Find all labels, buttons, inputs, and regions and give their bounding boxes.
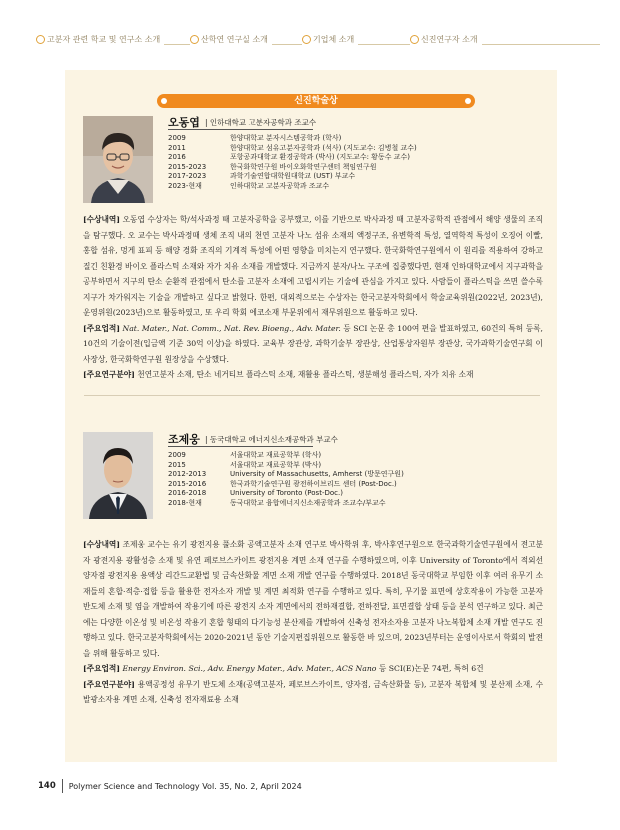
person1-affiliation: | 인하대학교 고분자공학과 조교수 xyxy=(205,118,317,127)
person-portrait-icon xyxy=(83,432,153,519)
location-pin-icon xyxy=(36,35,43,44)
person2-photo xyxy=(83,432,153,519)
nav-item-schools[interactable] xyxy=(36,34,164,45)
person2-career-list xyxy=(168,451,404,508)
pill-dot xyxy=(465,98,471,104)
career-row: 2009 서울대학교 재료공학부 (학사) xyxy=(168,451,322,459)
career-row: 2016-2018 University of Toronto (Post-Doc.) xyxy=(168,489,343,497)
footer-divider xyxy=(62,779,63,793)
person2-details: [수상내역] 조제웅 교수는 유기 광전지용 풀소화 공액고분자 소재 연구로 박사학위 후, 박사후연구원으로 한국과학기술연구원에서 전고분자 광전지용 광활성층 소재 및 유연 페로브스카이트 광전지용 계면 소재 연구를 수행하였으며, 이후 University of Toronto에서 적외선 양자점 광전지용 용액상 리간드교환법 및 금속산화물 계면 소재 개발 연구를 수행하였다. 2018년 동국대학교 부임한 이후 여러 유무기 소재들의 혼합·적층·접합 등을 활용한 전자소자 개발 및 계면 최적화 연구를 수행하고 있다. 특히, 무기물 표면에 상호작용이 가능한 고분자 반도체 소재 및 염을 개발하여 작용기에 따른 광전지 소자 계면에서의 전하재결합, 전하전달, 표면결합 상태 등을 분석 연구하고 있다. 최근에는 다양한 이온성 및 비온성 작용기 혼합 형태의 다기능성 분산제를 개발하여 신축성 전자소자용 고분자 나노복합체 소재 개발 연구도 진행하고 있다. 한국고분자학회에서는 2020-2021년 동안 기술지편집위원으로 활동한 바 있으며, 2023년부터는 운영이사로서 학회의 발전을 위해 활동하고 있다. xyxy=(83,540,543,658)
career-row: 2016 포항공과대학교 환경공학과 (박사) (지도교수: 황동수 교수) xyxy=(168,153,410,161)
nav-item-label: 산학연 연구실 소개 xyxy=(201,35,268,44)
person1-career-list xyxy=(168,134,417,191)
career-row: 2023-현재 인하대학교 고분자공학과 조교수 xyxy=(168,181,330,190)
nav-item-labs[interactable] xyxy=(190,34,272,45)
person1-fields: [주요연구분야] 천연고분자 소재, 탄소 네거티브 플라스틱 소재, 재활용 플라스틱, 생분해성 플라스틱, 자가 치유 소재 xyxy=(83,370,474,379)
name-underline xyxy=(168,129,313,130)
person2-achievements: [주요업적] Energy Environ. Sci., Adv. Energy Mater., Adv. Mater., ACS Nano 등 SCI(E)논문 74편, 특허 6건 xyxy=(83,664,484,673)
person1-photo xyxy=(83,116,153,203)
career-row: 2018-현재 동국대학교 융합에너지신소재공학과 조교수/부교수 xyxy=(168,498,386,507)
person-portrait-icon xyxy=(83,116,153,203)
journal-citation: Polymer Science and Technology Vol. 35, No. 2, April 2024 xyxy=(68,781,302,791)
career-row: 2015-2016 한국과학기술연구원 광전하이브리드 센터 (Post-Doc.) xyxy=(168,479,397,488)
career-row: 2015-2023 한국화학연구원 바이오화학연구센터 책임연구원 xyxy=(168,162,377,171)
person1-details: [수상내역] 오동엽 수상자는 학/석사과정 때 고분자공학을 공부했고, 이를 기반으로 박사과정 때 고분자공학적 관점에서 해양 생물의 조직을 탐구했다. 오 교수는 박사과정때 생체 조직 내의 천연 고분자 나노 섬유 소재의 액정구조, 유변학적 특성, 열역학적 특성이 오징어 이빨, 홍합 섬유, 멍게 표피 등 해양 경화 조직의 기계적 특성에 어떤 영향을 미치는지 연구했다. 한국화학연구원에서 이 원리를 적용하여 강하고 질긴 친환경 바이오 플라스틱 소재와 자가 치유 소재를 개발했다. 지금까지 분자/나노 구조에 집중했다면, 현재 인하대학교에서 지구과학을 공부하면서 지구의 탄소 순환적 관점에서 탄소를 고분자 소재에 고립시키는 기술에 관심을 가지고 있다. 사람들이 플라스틱을 쓰면 쓸수록 지구가 차가워지는 기술을 개발하고 싶다고 밝혔다. 한편, 대외적으로는 수상자는 한국고분자학회에서 학술교육위원(2022년, 2023년), 운영위원(2023년)으로 활동하였고, 또 우리 학회 에코소재 부문위에서 재무위원으로 활동하고 있다. xyxy=(83,215,543,317)
career-row: 2012-2013 University of Massachusetts, Amherst (방문연구원) xyxy=(168,470,404,478)
name-underline xyxy=(168,446,313,447)
nav-item-label: 기업체 소개 xyxy=(313,35,355,44)
person2-fields: [주요연구분야] 용액공정성 유무기 반도체 소재(공액고분자, 페로브스카이트, 양자점, 금속산화물 등), 고분자 복합체 및 분산제 소재, 수발광소자용 계면 소재, 신축성 전자재료용 소재 xyxy=(83,679,543,704)
location-pin-icon xyxy=(302,35,309,44)
person1-biography xyxy=(83,212,543,383)
person1-achievements: [주요업적] Nat. Mater., Nat. Comm., Nat. Rev. Bioeng., Adv. Mater. 등 SCI 논문 총 100여 편을 발표하였고, 60건의 특허 등록, 10건의 기술이전(입금액 기준 30억 이상)을 하였다. 교육부 장관상, 과학기술부 장관상, 산업통상자원부 장관상, 국가과학기술연구회 이사장상, 한국화학연구원 원장상을 수상했다. xyxy=(83,323,543,364)
career-row: 2011 한양대학교 섬유고분자공학과 (석사) (지도교수: 김병철 교수) xyxy=(168,143,417,152)
award-title: 신진학술상 xyxy=(157,94,475,108)
location-pin-icon xyxy=(410,35,417,44)
nav-item-companies[interactable] xyxy=(302,34,358,45)
pill-dot xyxy=(161,98,167,104)
page-number: 140 xyxy=(38,781,56,791)
nav-item-label: 고분자 관련 학교 및 연구소 소개 xyxy=(47,35,161,44)
page-footer xyxy=(38,779,302,793)
location-pin-icon xyxy=(190,35,197,44)
person2-affiliation: | 동국대학교 에너지신소재공학과 부교수 xyxy=(205,435,338,444)
career-row: 2017-2023 과학기술연합대학원대학교 (UST) 부교수 xyxy=(168,172,356,180)
career-row: 2015 서울대학교 재료공학부 (박사) xyxy=(168,460,322,469)
person2-biography xyxy=(83,537,543,708)
nav-item-label: 신진연구자 소개 xyxy=(421,35,478,44)
person2-name: 조제웅 xyxy=(168,433,200,446)
person1-name: 오동엽 xyxy=(168,116,200,129)
career-row: 2009 한양대학교 분자시스템공학과 (학사) xyxy=(168,134,342,142)
top-navigation xyxy=(30,34,600,48)
section-divider xyxy=(84,395,540,396)
nav-item-young-researchers[interactable] xyxy=(410,34,482,45)
